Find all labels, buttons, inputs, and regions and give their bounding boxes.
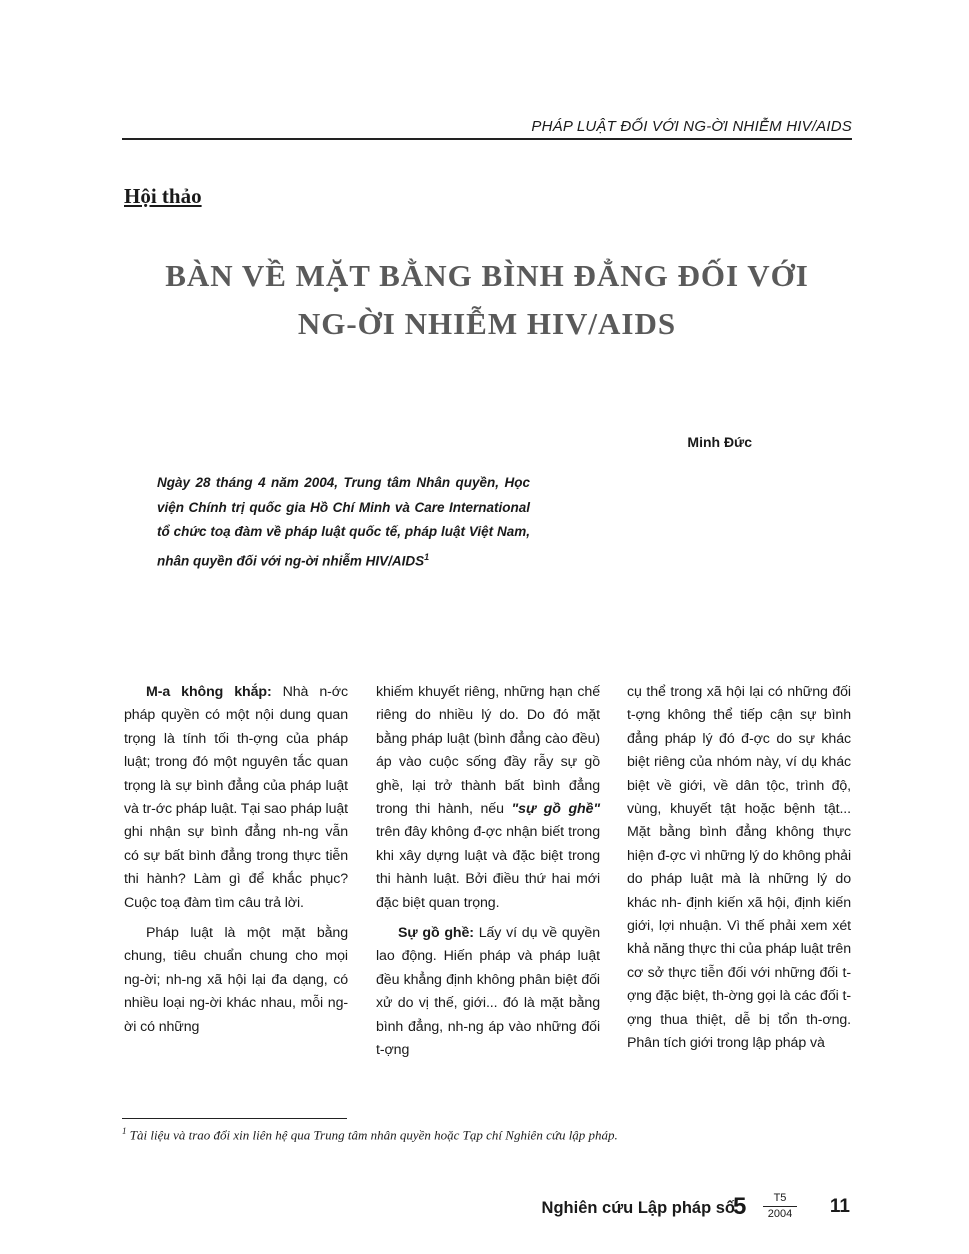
page-number: 11 [829,1196,850,1217]
issue-number: 5 [733,1193,747,1220]
paragraph-lead-in: M-a không khắp: [146,684,272,700]
paragraph [124,681,348,915]
footnote [122,1126,852,1143]
section-label: Hội thảo [124,184,202,208]
paragraph: Pháp luật là một mặt bằng chung, tiêu chuẩn chung cho mọi ng-ời; nh-ng xã hội lại đa dạng, có nhiều loại ng-ời khác nhau, mỗi ng-ời có những [124,925,348,1035]
emphasis-term: "sự gồ ghề" [511,801,600,818]
page-footer [500,1190,852,1226]
column-2 [376,681,600,1070]
footnote-marker: 1 [122,1126,127,1136]
journal-name: Nghiên cứu Lập pháp số [541,1199,735,1217]
issue-month: T5 [763,1192,797,1207]
paragraph-text: khiếm khuyết riêng, những hạn chế riêng do nhiều lý do. Do đó mặt bằng pháp luật (bình đẳng cào đều) áp vào cuộc sống đầy rẫy sự gồ ghề, lại trở thành bất bình đẳng trong thi hành, nếu [376,684,600,818]
paragraph-text: trên đây không đ-ợc nhận biết trong khi xây dựng luật và đặc biệt trong thi hành luật. Bởi điều thứ hai mới đặc biệt quan trọng. [376,824,600,911]
issue-year: 2004 [767,1208,793,1220]
author-name: Minh Đức [687,434,752,450]
footnote-reference: 1 [424,551,430,562]
abstract [157,471,530,574]
column-3 [627,681,851,1063]
footnote-rule [122,1118,347,1119]
paragraph-text: Lấy ví dụ về quyền lao động. Hiến pháp và pháp luật đều khẳng định không phân biệt đối xử do vị thế, giới... đó là mặt bằng bình đẳng, nh-ng áp vào những đối t-ợng [376,925,600,1059]
column-1 [124,681,348,1046]
footnote-text: Tài liệu và trao đổi xin liên hệ qua Trung tâm nhân quyền hoặc Tạp chí Nghiên cứu lập pháp. [126,1127,618,1143]
title-line-2: NG-ỜI NHIỄM HIV/AIDS [297,306,677,341]
article-title [122,252,852,348]
paragraph-text: Nhà n-ớc pháp quyền có một nội dung quan trọng là tính tối th-ợng của pháp luật; trong đó một nguyên tắc quan trọng là sự bình đẳng của pháp luật và tr-ớc pháp luật. Tại sao pháp luật ghi nhận sự bình đẳng nh-ng vẫn có sự bất bình đẳng trong thực tiễn thi hành? Làm gì để khắc phục? Cuộc toạ đàm tìm câu trả lời. [124,684,348,911]
header-rule [122,138,852,140]
title-line-1: BÀN VỀ MẶT BẰNG BÌNH ĐẲNG ĐỐI VỚI [165,258,809,293]
issue-date [763,1192,797,1221]
paragraph [376,922,600,1062]
paragraph: cụ thể trong xã hội lại có những đối t-ợng không thể tiếp cận sự bình đẳng pháp lý đó đ-ợc do sự khác biệt riêng của nhóm này, ví dụ khác biệt về giới, về dân tộc, trình độ, vùng, khuyết tật hoặc bệnh tật... Mặt bằng bình đẳng không thực hiện đ-ợc vì những lý do không phải do pháp luật mà là những lý do khác nh- định kiến xã hội, định kiến giới, lợi nhuận. Vì thế phải xem xét khả năng thực thi của pháp luật trên cơ sở thực tiễn đối với những đối t-ợng đặc biệt, th-ờng gọi là các đối t-ợng thua thiệt, dễ bị tổn th-ơng. Phân tích giới trong lập pháp và [627,684,851,1052]
abstract-text: Ngày 28 tháng 4 năm 2004, Trung tâm Nhân quyền, Học viện Chính trị quốc gia Hồ Chí Minh và Care International tổ chức toạ đàm về pháp luật quốc tế, pháp luật Việt Nam, nhân quyền đối với ng-ời nhiễm HIV/AIDS [157,475,530,568]
running-head: PHÁP LUẬT ĐỐI VỚI NG-ỜI NHIỄM HIV/AIDS [531,118,852,135]
paragraph-lead-in: Sự gồ ghề: [398,925,474,942]
paragraph [376,681,600,915]
